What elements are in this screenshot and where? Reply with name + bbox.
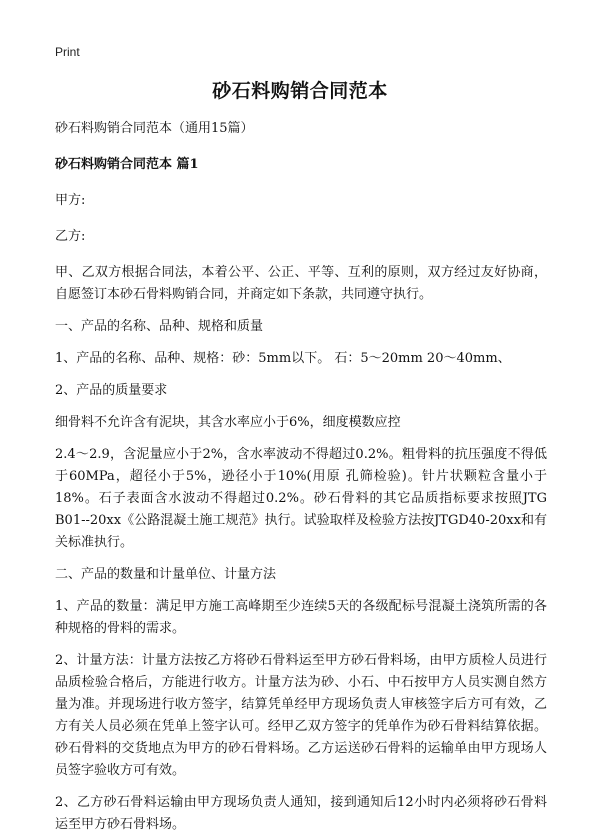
section-1-item-2: 2、产品的质量要求: [55, 383, 168, 398]
section-2-item-2: 2、计量方法：计量方法按乙方将砂石骨料运至甲方砂石骨料场，由甲方质检人员进行品质检验合格后，方能进行收方。计量方法为砂、小石、中石按甲方人员实测自然方量为准。并现场进行收方签字，结算凭单经甲方现场负责人审核签字后方可有效，乙方有关人员必须在凭单上签字认可。经甲乙双方签字的凭单作为砂石骨料结算依据。砂石骨料的交货地点为甲方的砂石骨料场。乙方运送砂石骨料的运输单由甲方现场人员签字验收方可有效。: [55, 653, 547, 778]
document-body: [55, 118, 547, 836]
party-a-line: 甲方:: [55, 193, 86, 208]
section-2-title: 二、产品的数量和计量单位、计量方法: [55, 567, 277, 582]
quality-line: 细骨料不允许含有泥块，其含水率应小于6%，细度模数应控: [55, 415, 401, 430]
document-subtitle: 砂石料购销合同范本（通用15篇）: [55, 121, 254, 136]
section-2-item-1: 1、产品的数量：满足甲方施工高峰期至少连续5天的各级配标号混凝土浇筑所需的各种规格的骨料的需求。: [55, 599, 547, 636]
section-2-item-3: 2、乙方砂石骨料运输由甲方现场负责人通知，接到通知后12小时内必须将砂石骨料运至甲方砂石骨料场。: [55, 795, 547, 832]
section-1-item-1: 1、产品的名称、品种、规格：砂：5mm以下。 石：5～20mm 20～40mm、: [55, 351, 511, 366]
section-1-title: 一、产品的名称、品种、规格和质量: [55, 319, 264, 334]
quality-paragraph: 2.4～2.9，含泥量应小于2%，含水率波动不得超过0.2%。粗骨料的抗压强度不得低于60MPa，超径小于5%，逊径小于10%(用原 孔筛检验)。针片状颗粒含量小于18%。石子表面含水波动不得超过0.2%。砂石骨料的其它品质指标要求按照JTG B01--20xx《公路混凝土施工规范》执行。试验取样及检验方法按JTGD40-20xx和有关标准执行。: [55, 447, 547, 550]
section-heading: 砂石料购销合同范本 篇1: [55, 157, 199, 172]
intro-paragraph: 甲、乙双方根据合同法，本着公平、公正、平等、互利的原则，双方经过友好协商，自愿签订本砂石骨料购销合同，并商定如下条款，共同遵守执行。: [55, 265, 547, 302]
party-b-line: 乙方:: [55, 229, 86, 244]
document-title: 砂石料购销合同范本: [212, 80, 388, 102]
print-link[interactable]: Print: [55, 45, 80, 59]
